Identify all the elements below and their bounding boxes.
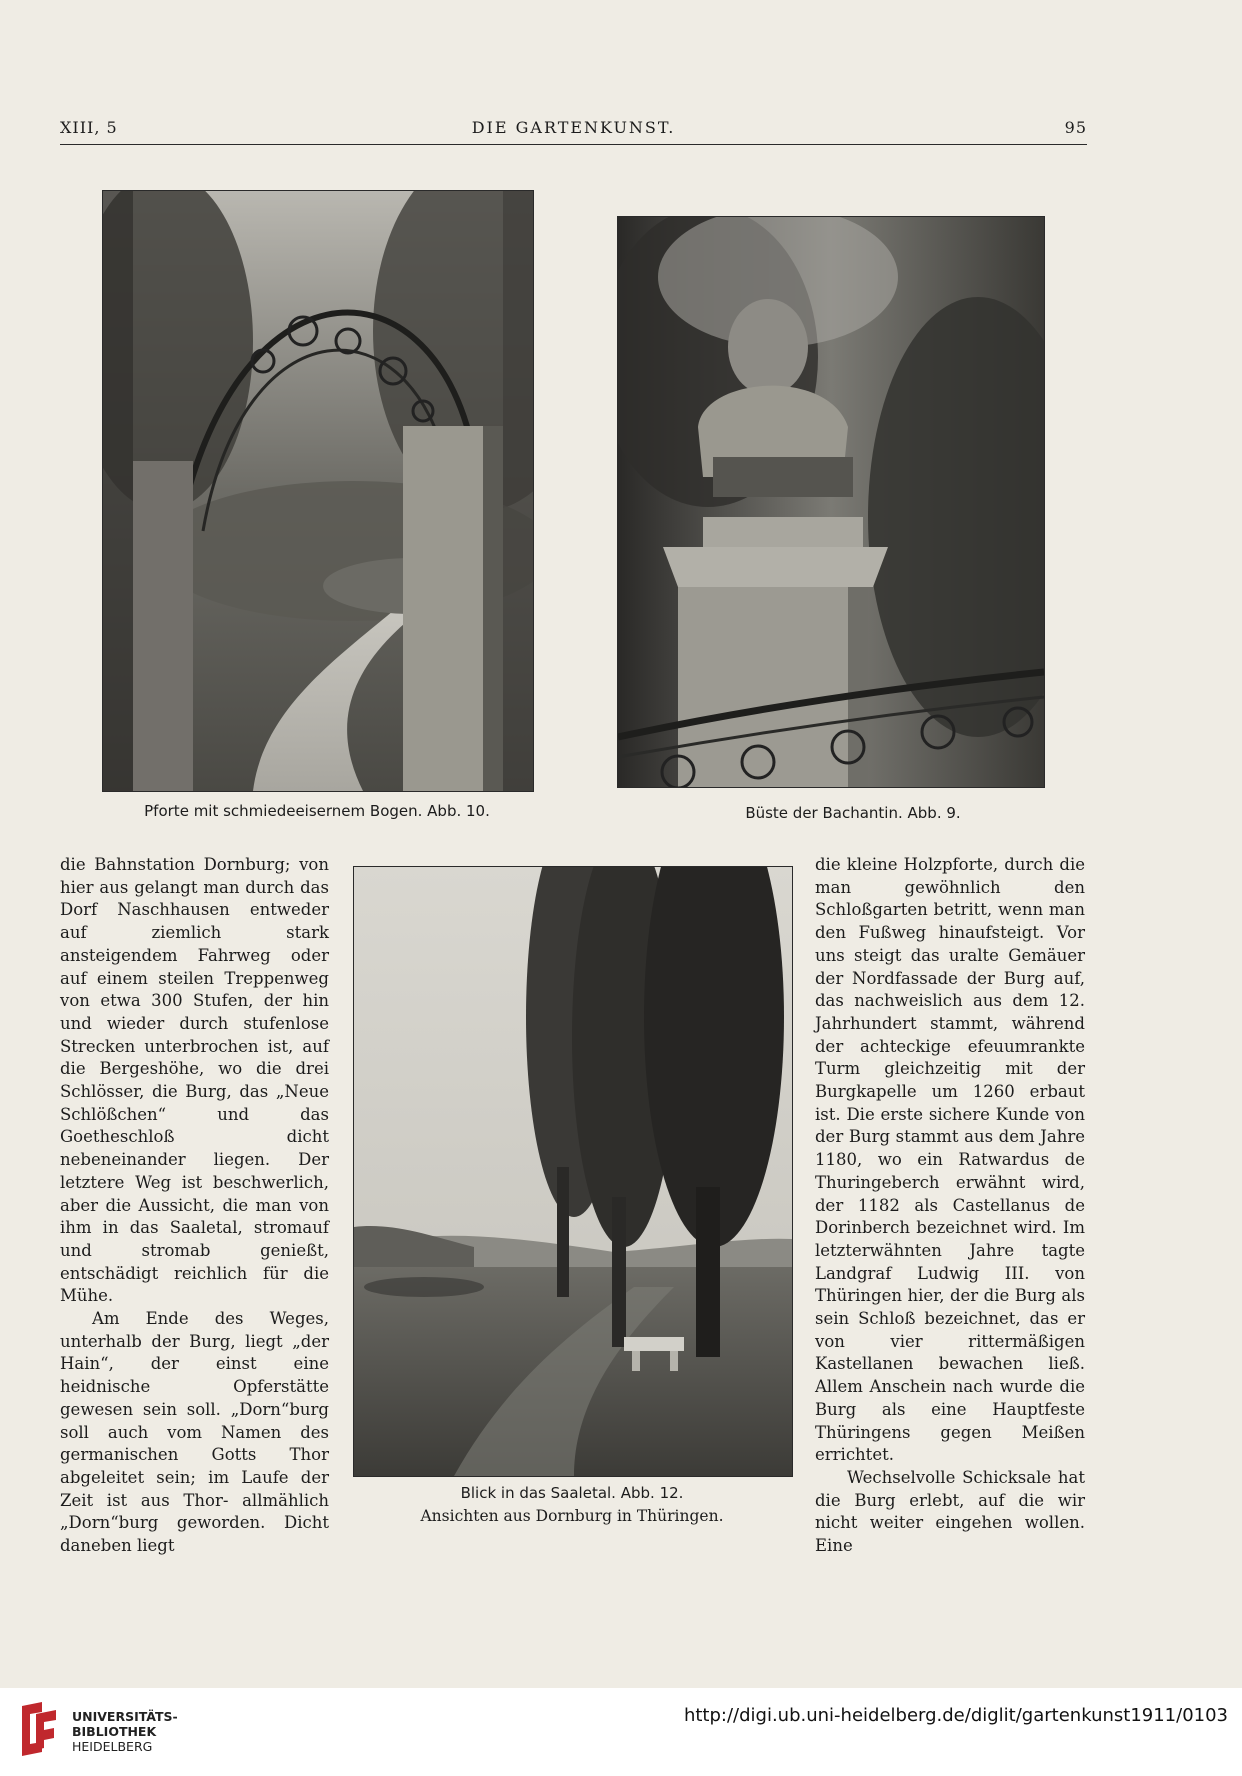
left-paragraph-2: Am Ende des Weges, unterhalb der Burg, liegt „der Hain“, der einst eine heidnische Opferstätte gewesen sein soll. „Dorn“burg soll auch vom Namen des germanischen Gotts Thor abgeleitet sein; im Laufe der Zeit ist aus Thor- allmählich „Dorn“burg geworden. Dicht daneben liegt [60,1309,329,1556]
header-rule [60,144,1087,145]
right-paragraph-1: die kleine Holzpforte, durch die man gewöhnlich den Schloßgarten betritt, wenn man den Fußweg hinaufsteigt. Vor uns steigt das uralte Gemäuer der Nordfassade der Burg auf, das nachweislich aus dem 12. Jahrhundert stammt, während der achteckige efeuumrankte Turm gleichzeitig mit der Burgkapelle um 1260 erbaut ist. Die erste sichere Kunde von der Burg stammt aus dem Jahre 1180, wo ein Ratwardus de Thuringeberch erwähnt wird, der 1182 als Castellanus de Dorinberch bezeichnet wird. Im letzterwähnten Jahre tagte Landgraf Ludwig III. von Thüringen hier, der die Burg als sein Schloß bezeichnet, das er von vier rittermäßigen Kastellanen bewachen ließ. Allem Anschein nach wurde die Burg als eine Hauptfeste Thüringens gegen Meißen errichtet. [815,855,1085,1465]
left-paragraph-1: die Bahnstation Dornburg; von hier aus gelangt man durch das Dorf Naschhausen entweder auf ziemlich stark ansteigendem Fahrweg oder auf einem steilen Treppenweg von etwa 300 Stufen, der hin und wieder durch stufenlose Strecken unterbrochen ist, auf die Bergeshöhe, wo die drei Schlösser, die Burg, das „Neue Schlößchen“ und das Goetheschloß dicht nebeneinander liegen. Der letztere Weg ist beschwerlich, aber die Aussicht, die man von ihm in das Saaletal, stromauf und stromab genießt, entschädigt reichlich für die Mühe. [60,855,329,1306]
caption-fig12: Blick in das Saaletal. Abb. 12. [460,1484,684,1502]
permalink-url[interactable]: http://digi.ub.uni-heidelberg.de/diglit/gartenkunst1911/0103 [683,1705,1228,1726]
left-text-column [60,854,329,1558]
right-text-column [815,854,1085,1558]
running-header [60,118,1087,142]
photo-bust [617,216,1045,788]
footer-bar [0,1688,1242,1776]
volume-number: XIII, 5 [60,118,118,137]
caption-figure-group: Ansichten aus Dornburg in Thüringen. [420,1507,724,1525]
caption-fig10: Pforte mit schmiedeeisernem Bogen. Abb. 10. [144,802,490,820]
right-paragraph-2: Wechselvolle Schicksale hat die Burg erlebt, auf die wir nicht weiter eingehen wollen. Eine [815,1467,1085,1556]
library-logo-icon [14,1700,64,1760]
library-name-line3: HEIDELBERG [72,1739,153,1754]
library-name-line1: UNIVERSITÄTS- [72,1709,178,1724]
photo-gate-arch [102,190,534,792]
library-name-line2: BIBLIOTHEK [72,1724,157,1739]
page-number: 95 [1064,118,1087,137]
photo-saale-valley [353,866,793,1477]
journal-title: DIE GARTENKUNST. [471,118,676,137]
caption-fig9: Büste der Bachantin. Abb. 9. [745,804,961,822]
library-name [72,1709,178,1754]
